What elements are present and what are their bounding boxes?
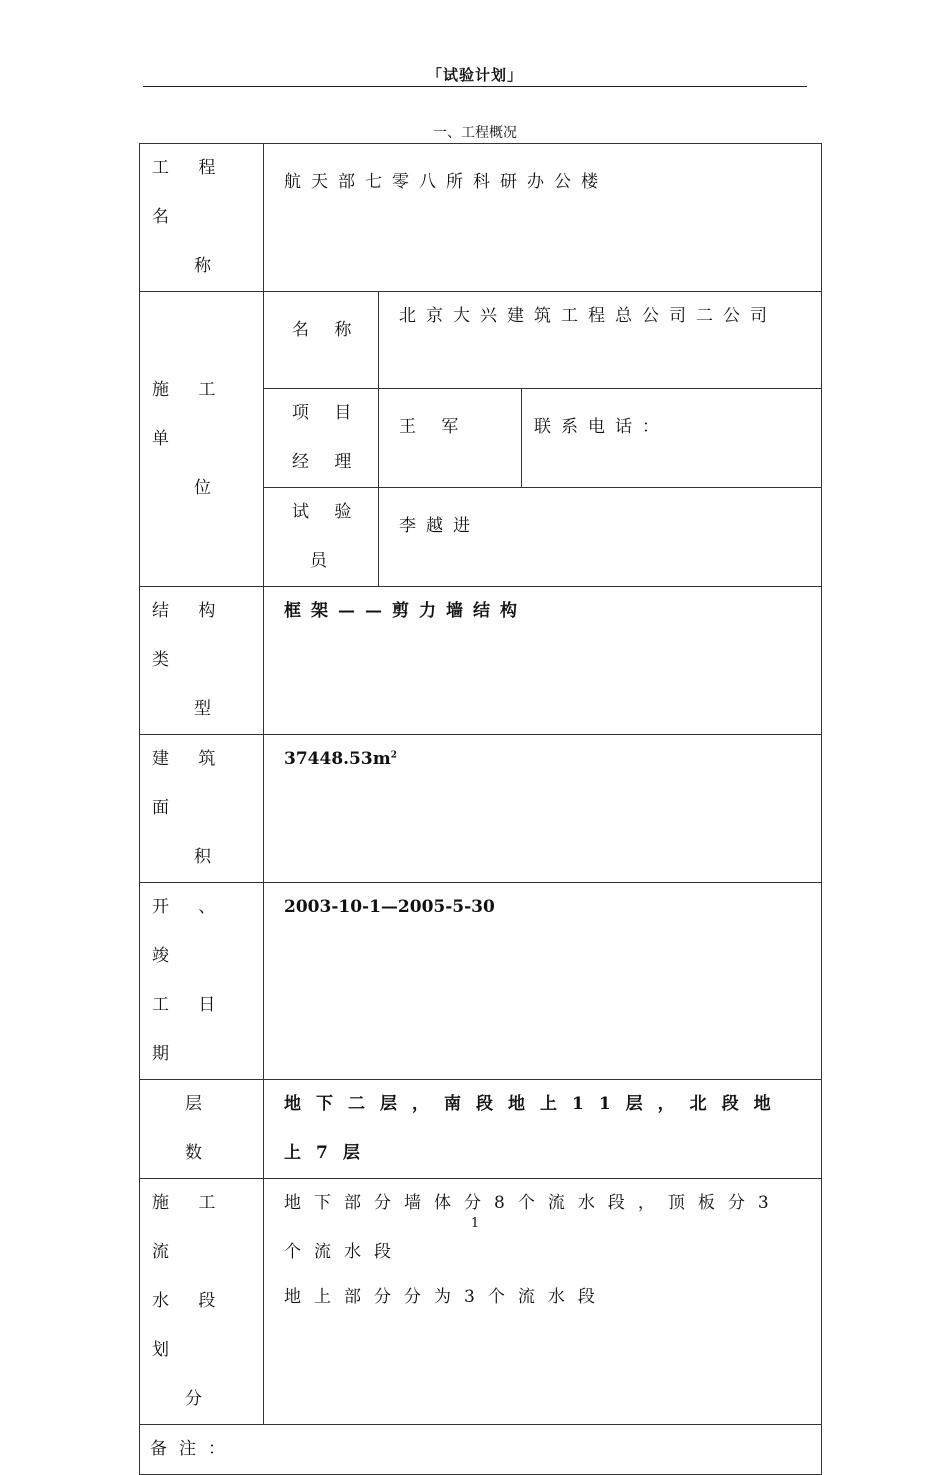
page-number: 1: [470, 1216, 480, 1231]
header-title: 「试验计划」: [426, 66, 523, 84]
row-building-area: [140, 735, 822, 883]
structure-type-value: 框架——剪力墙结构: [264, 587, 822, 735]
dates-label: 开 、 竣 工 日 期: [140, 883, 264, 1080]
row-floors: [140, 1080, 822, 1179]
pm-value: 王 军: [379, 389, 522, 488]
tester-label: 试 验 员: [264, 488, 379, 587]
flow-sections-line1: 地下部分墙体分8个流水段，顶板分3个流水段: [284, 1193, 782, 1262]
building-area-label: 建 筑 面 积: [140, 735, 264, 883]
construction-unit-label: 施 工 单 位: [140, 292, 264, 587]
page-header: [143, 64, 807, 87]
row-unit-name: [140, 292, 822, 389]
tester-value: 李越进: [379, 488, 822, 587]
project-name-value: 航天部七零八所科研办公楼: [264, 144, 822, 292]
project-overview-table: [139, 143, 822, 1475]
unit-name-value: 北京大兴建筑工程总公司二公司: [379, 292, 822, 389]
building-area-value: $37448.53m^2$: [264, 735, 822, 883]
flow-sections-line2: 地上部分分为3个流水段: [284, 1287, 608, 1307]
floors-value: 地下二层，南段地上11层，北段地上7层: [264, 1080, 822, 1179]
phone-label: 联系电话：: [522, 389, 822, 488]
row-remarks: [140, 1425, 822, 1475]
pm-label: 项 目 经 理: [264, 389, 379, 488]
row-structure-type: [140, 587, 822, 735]
structure-type-label: 结 构 类 型: [140, 587, 264, 735]
row-project-name: [140, 144, 822, 292]
floors-label: 层 数: [140, 1080, 264, 1179]
dates-value: 2003-10-1—2005-5-30: [264, 883, 822, 1080]
remarks-label: 备注：: [140, 1425, 822, 1475]
row-dates: [140, 883, 822, 1080]
flow-sections-label: 施 工 流 水 段 划 分: [140, 1179, 264, 1425]
section-title: 一、工程概况: [433, 125, 517, 141]
project-name-label: 工 程 名 称: [140, 144, 264, 292]
unit-name-label: 名 称: [264, 292, 379, 389]
